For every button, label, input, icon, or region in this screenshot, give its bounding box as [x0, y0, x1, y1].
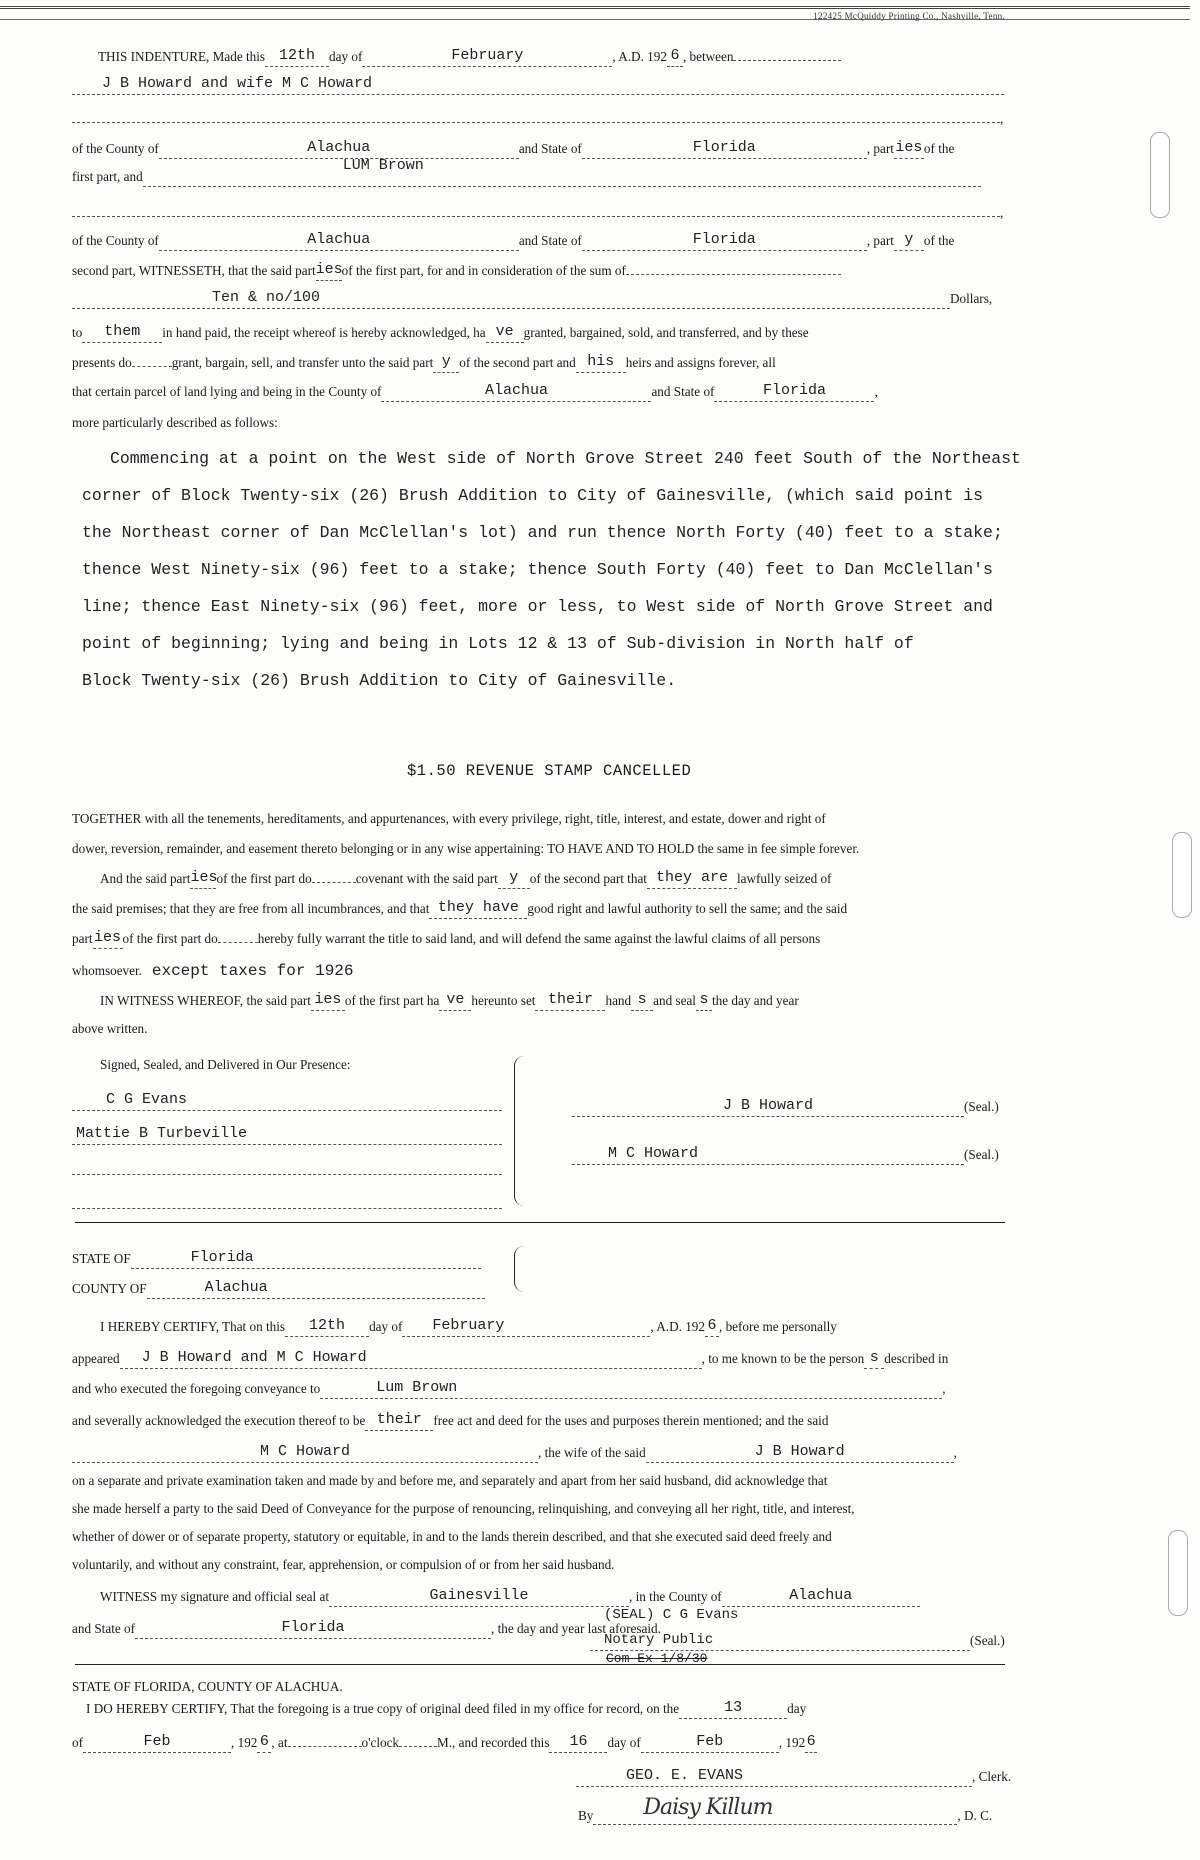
severally-line: and severally acknowledged the execution thereof to be their free act and deed for the uses and purposes therein mentioned; and the said: [72, 1412, 828, 1431]
legal-line-3: the Northeast corner of Dan McClellan's lot) and run thence North Forty (40) feet to a stake;: [82, 523, 1003, 542]
deed-page: 122425 McQuiddy Printing Co., Nashville, Tenn. THIS INDENTURE, Made this 12th day of February , A.D. 192 6 , between J B Howard and wife M C Howard , of the County of Alachua and State of Florida , parties of the first part, andLUM Brown , of the County of Alachua and State of Florida , part y of the second part, WITNESSETH, that the said partiesof the first part, for and in consideration of the sum of Ten & no/100 Dollars, to them in hand paid, the receipt whereof is hereby acknowledged, ha ve granted, bargained, sold, and transferred, and by these presents do grant, bargain, sell, and transfer unto the said part y of the second part and his heirs and assigns forever, all that certain parcel of land lying and being in the County of Alachua and State of Florida , more particularly described as follows: Commencing at a point on the West side of North Grove Street 240 feet South of the Northeast corner of Block Twenty-six (26) Brush Addition to City of Gainesville, (which said point is the Northeast corner of Dan McClellan's lot) and run thence North Forty (40) feet to a stake; thence West Ninety-six (96) feet to a stake; thence South Forty (40) feet to Dan McClellan's line; thence East Ninety-six (96) feet, more or less, to West side of North Grove Street and point of beginning; lying and being in Lots 12 & 13 of Sub-division in North half of Block Twenty-six (26) Brush Addition to City of Gainesville. $1.50 REVENUE STAMP CANCELLED TOGETHER with all the tenements, hereditaments, and appurtenances, with every privilege, right, title, interest, and estate, dower and right of dower, reversion, remainder, and easement thereto belonging or in any wise appertaining: TO HAVE AND TO HOLD the same in fee simple forever. And the said partiesof the first part do covenant with the said part y of the second part that they are lawfully seized of the said premises; that they are free from all incumbrances, and that they have good right and lawful authority to sell the same; and the said parties of the first part do hereby fully warrant the title to said land, and will defend the same against the lawful claims of all persons whomsoever. except taxes for 1926 IN WITNESS WHEREOF, the said part ies of the first part ha ve hereunto set their hand s and seal s the day and year above written. Signed, Sealed, and Delivered in Our Presence: C G Evans Mattie B Turbeville J B Howard (Seal.) M C Howard (Seal.) STATE OF Florida COUNTY OF Alachua I HEREBY CERTIFY, That on this 12th day of February , A.D. 192 6 , before me personally appeared J B Howard and M C Howard , to me known to be the person s described in and who executed the foregoing conveyance to Lum Brown , and severally acknowledged the execution thereof to be their free act and deed for the uses and purposes therein mentioned; and the said M C Howard , the wife of the said J B Howard , on a separate and private examination taken and made by and before me, and separately and apart from her said husband, did acknowledge that she made herself a party to the said Deed of Conveyance for the purpose of renouncing, relinquishing, and conveying all her right, title, and interest, whether of dower or of separate property, statutory or equitable, in and to the lands therein described, and that she executed said deed freely and voluntarily, and without any constraint, fear, apprehension, or compulsion of or from her said husband. WITNESS my signature and official seal at Gainesville , in the County of Alachua and State of Florida , the day and year last aforesaid. (SEAL) C G Evans Notary Public (Seal.) Com Ex 1/8/30 STATE OF FLORIDA, COUNTY OF ALACHUA. I DO HEREBY CERTIFY, That the foregoing is a true copy of original deed filed in my office for record, on the 13 day of Feb , 192 6 , at o'clock M., and recorded this 16 day of Feb , 1926 GEO. E. EVANS , Clerk. By Daisy Killum , D. C.: [0, 0, 1200, 1860]
signed-heading: Signed, Sealed, and Delivered in Our Presence:: [100, 1057, 351, 1072]
legal-description: [82, 440, 1082, 699]
in-witness-line: IN WITNESS WHEREOF, the said part ies of the first part ha ve hereunto set their hand s and seal s the day and year: [100, 992, 799, 1011]
top-border: [0, 6, 1190, 20]
legal-line-1: Commencing at a point on the West side of North Grove Street 240 feet South of the Northeast: [110, 449, 1021, 468]
printer-mark: 122425 McQuiddy Printing Co., Nashville, Tenn.: [813, 11, 1005, 21]
binder-hole-bottom: [1168, 1530, 1188, 1616]
revenue-stamp-note: $1.50 REVENUE STAMP CANCELLED: [407, 762, 692, 780]
exam-line-1: on a separate and private examination taken and made by and before me, and separately and apart from her said husband, did acknowledge that: [72, 1473, 828, 1488]
deputy-line: By Daisy Killum , D. C.: [578, 1795, 993, 1823]
legal-line-2: corner of Block Twenty-six (26) Brush Addition to City of Gainesville, (which said point is: [82, 486, 984, 505]
exam-line-2: she made herself a party to the said Deed of Conveyance for the purpose of renouncing, relinquishing, and conveying all her right, title, and interest,: [72, 1501, 855, 1516]
wife-name: M C Howard: [259, 1443, 350, 1460]
conveyance-line: and who executed the foregoing conveyance to Lum Brown ,: [72, 1380, 946, 1399]
party1-names: J B Howard and wife M C Howard: [102, 75, 373, 92]
date-day: 12th: [279, 47, 316, 64]
witness-1-name: C G Evans: [106, 1091, 188, 1108]
except-taxes-note: except taxes for 1926: [151, 962, 354, 980]
amount-line: Ten & no/100 Dollars,: [72, 290, 992, 309]
indenture-line-1: THIS INDENTURE, Made this 12th day of February , A.D. 192 6 , between: [98, 48, 841, 67]
witnesseth-line: second part, WITNESSETH, that the said partiesof the first part, for and in consideration of the sum of: [72, 262, 841, 281]
notary-line: Notary Public (Seal.): [590, 1632, 1005, 1651]
described-line: more particularly described as follows:: [72, 415, 278, 430]
commission-expires: Com Ex 1/8/30: [606, 1651, 708, 1666]
party2-county-line: of the County of Alachua and State of Florida , part y of the: [72, 232, 954, 251]
exam-line-4: voluntarily, and without any constraint, fear, apprehension, or compulsion of or from her said husband.: [72, 1557, 615, 1572]
binder-hole-top: [1150, 132, 1170, 218]
wife-line: M C Howard , the wife of the said J B Howard ,: [72, 1444, 957, 1463]
appeared-line: appeared J B Howard and M C Howard , to me known to be the person s described in: [72, 1350, 948, 1369]
warrant-line: parties of the first part do hereby fully warrant the title to said land, and will defend the same against the lawful claims of all persons: [72, 930, 820, 949]
section-divider-1: [75, 1222, 1005, 1223]
legal-line-5: line; thence East Ninety-six (96) feet, more or less, to West side of North Grove Street and: [82, 597, 993, 616]
exam-line-3: whether of dower or of separate property, statutory or equitable, in and to the lands therein described, and that she executed said deed freely and: [72, 1529, 832, 1544]
above-written: above written.: [72, 1021, 148, 1036]
witness-seal-line: WITNESS my signature and official seal at Gainesville , in the County of Alachua: [100, 1588, 920, 1607]
clerk-line: GEO. E. EVANS , Clerk.: [576, 1768, 1011, 1787]
together-line-2: dower, reversion, remainder, and easement thereto belonging or in any wise appertaining: TO HAVE AND TO HOLD the same in fee simple forever.: [72, 841, 860, 856]
recording-header: STATE OF FLORIDA, COUNTY OF ALACHUA.: [72, 1679, 343, 1694]
legal-line-4: thence West Ninety-six (96) feet to a stake; thence South Forty (40) feet to Dan McClellan's: [82, 560, 993, 579]
grantor-1-line: J B Howard (Seal.): [572, 1098, 999, 1117]
ack-state-line: STATE OF Florida: [72, 1250, 481, 1269]
grantor-2-name: M C Howard: [608, 1145, 699, 1162]
husband-name: J B Howard: [754, 1443, 845, 1460]
signature-brace: [514, 1056, 525, 1206]
party2-line: first part, andLUM Brown: [72, 168, 981, 187]
parcel-line: that certain parcel of land lying and being in the County of Alachua and State of Florida ,: [72, 383, 878, 402]
grantor-1-name: J B Howard: [722, 1097, 813, 1114]
recording-date-line: of Feb , 192 6 , at o'clock M., and recorded this 16 day of Feb , 1926: [72, 1734, 817, 1753]
hand-paid-line: to them in hand paid, the receipt whereof is hereby acknowledged, ha ve granted, bargained, sold, and transferred, and by these: [72, 324, 809, 343]
legal-line-7: Block Twenty-six (26) Brush Addition to City of Gainesville.: [82, 671, 677, 690]
consideration-amount: Ten & no/100: [212, 289, 321, 306]
ack-state-line-2: and State of Florida , the day and year last aforesaid.: [72, 1620, 661, 1639]
witness-1-line: [72, 1092, 502, 1111]
deputy-signature: Daisy Killum: [643, 1795, 773, 1820]
date-month: February: [451, 47, 524, 64]
witness-2-line: [72, 1126, 502, 1145]
ack-county-line: COUNTY OF Alachua: [72, 1280, 485, 1299]
appeared-names: J B Howard and M C Howard: [141, 1349, 367, 1366]
legal-line-6: point of beginning; lying and being in Lots 12 & 13 of Sub-division in North half of: [82, 634, 914, 653]
covenant-line: And the said partiesof the first part do covenant with the said part y of the second part that they are lawfully seized of: [100, 870, 831, 889]
whomsoever-line: whomsoever. except taxes for 1926: [72, 962, 354, 980]
party1-line: [72, 76, 1004, 95]
certify-line: I HEREBY CERTIFY, That on this 12th day of February , A.D. 192 6 , before me personally: [100, 1318, 837, 1337]
notary-title: Notary Public: [604, 1632, 714, 1648]
notary-seal-name: (SEAL) C G Evans: [604, 1607, 739, 1623]
grantee-name: Lum Brown: [376, 1379, 458, 1396]
recording-certify-line: I DO HEREBY CERTIFY, That the foregoing is a true copy of original deed filed in my office for record, on the 13 day: [86, 1700, 806, 1719]
witness-2-name: Mattie B Turbeville: [76, 1125, 248, 1142]
section-divider-2: [75, 1664, 1005, 1665]
grantor-2-line: M C Howard (Seal.): [572, 1146, 999, 1165]
premises-line: the said premises; that they are free from all incumbrances, and that they have good right and lawful authority to sell the same; and the said: [72, 900, 847, 919]
clerk-name: GEO. E. EVANS: [626, 1767, 744, 1784]
ack-county: Alachua: [204, 1279, 268, 1296]
ack-state: Florida: [190, 1249, 254, 1266]
together-line-1: TOGETHER with all the tenements, hereditaments, and appurtenances, with every privilege, right, title, interest, and estate, dower and right of: [72, 811, 826, 826]
witness-city: Gainesville: [429, 1587, 529, 1604]
party2-name: LUM Brown: [342, 157, 424, 174]
binder-hole-middle: [1172, 832, 1192, 918]
party1-county-line: of the County of Alachua and State of Florida , parties of the: [72, 140, 954, 159]
presents-line: presents do grant, bargain, sell, and transfer unto the said part y of the second part and his heirs and assigns forever, all: [72, 354, 776, 373]
